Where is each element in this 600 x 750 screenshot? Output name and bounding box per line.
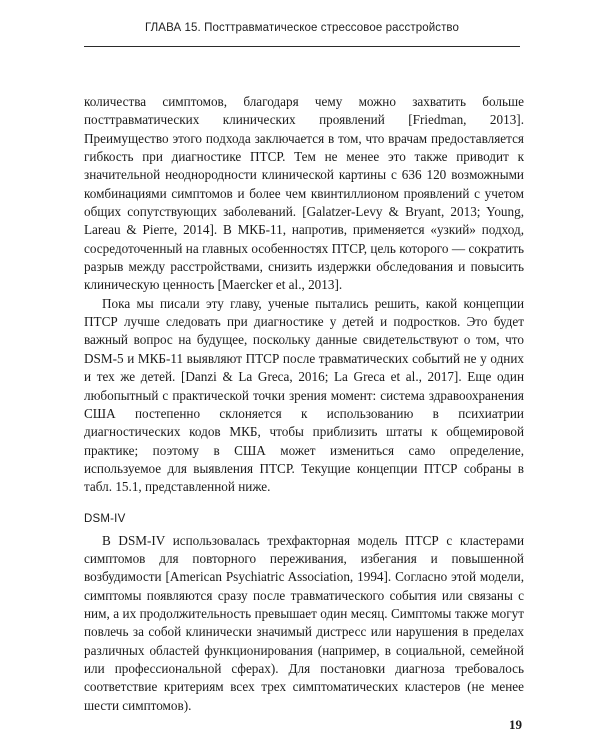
- page-body: [84, 93, 524, 715]
- body-paragraph: Пока мы писали эту главу, ученые пытались решить, какой концепции ПТСР лучше следовать при диагностике у детей и подростков. Это будет важный вопрос на будущее, поскольку данные свидетельствуют о том, что DSM-5 и МКБ-11 выявляют ПТСР после травматических событий не у одних и тех же детей. [Danzi & La Greca, 2016; La Greca et al., 2017]. Еще один любопытный с практической точки зрения момент: система здравоохранения США постепенно склоняется к использованию в психиатрии диагностических кодов МКБ, чтобы приблизить штаты к общемировой практике; поэтому в США может измениться само определение, используемое для выявления ПТСР. Текущие концепции ПТСР собраны в табл. 15.1, представленной ниже.: [84, 295, 524, 495]
- body-paragraph: количества симптомов, благодаря чему можно захватить больше посттравматических клинических проявлений [Friedman, 2013]. Преимущество этого подхода заключается в том, что врачам предоставляется гибкость при диагностике ПТСР. Тем не менее это также приводит к значительной неоднородности клинической картины с 636 120 возможными комбинациями симптомов и более чем квинтиллионом проявлений с учетом общих сопутствующих заболеваний. [Galatzer-Levy & Bryant, 2013; Young, Lareau & Pierre, 2014]. В МКБ-11, напротив, применяется «узкий» подход, сосредоточенный на главных особенностях ПТСР, цель которого — сократить разрыв между расстройствами, снизить издержки обследования и повысить клиническую ценность [Maercker et al., 2013].: [84, 94, 524, 293]
- page-number: 19: [509, 717, 522, 732]
- body-paragraph: В DSM-IV использовалась трехфакторная модель ПТСР с кластерами симптомов для повторного переживания, избегания и повышенной возбудимости [American Psychiatric Association, 1994]. Согласно этой модели, симптомы появляются сразу после травматического события или связаны с ним, а их продолжительность превышает один месяц. Симптомы также могут повлечь за собой клинически значимый дистресс или нарушения в пределах различных областей функционирования (например, в социальной, семейной или профессиональной сферах). Для постановки диагноза требовалось соответствие критериям всех трех симптоматических кластеров (не менее шести симптомов).: [84, 532, 524, 713]
- running-head: ГЛАВА 15. Посттравматическое стрессовое расстройство: [144, 22, 460, 34]
- header-rule: [84, 46, 520, 47]
- section-heading: DSM-IV: [84, 512, 126, 525]
